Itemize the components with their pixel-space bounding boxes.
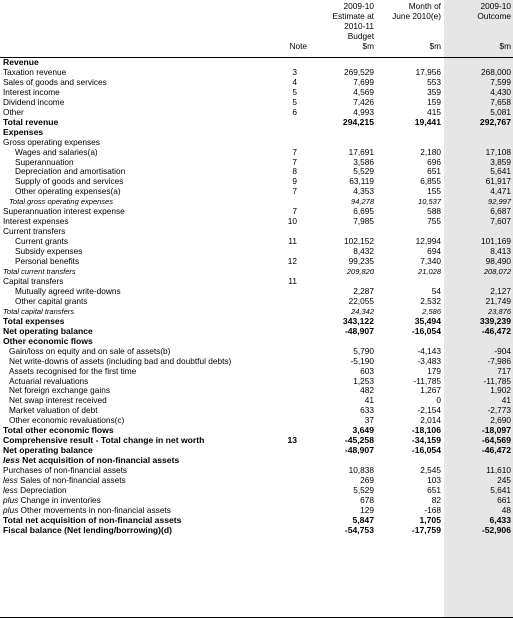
estimate-value: 5,529 bbox=[353, 166, 374, 177]
outcome-value: -2,773 bbox=[487, 405, 511, 416]
header-month: Month of June 2010(e) $m bbox=[392, 1, 441, 51]
estimate-value: 482 bbox=[360, 385, 374, 396]
estimate-value: 102,152 bbox=[344, 236, 374, 247]
outcome-value: 21,749 bbox=[485, 295, 511, 306]
outcome-value: 661 bbox=[497, 494, 511, 505]
month-value: 359 bbox=[427, 86, 441, 97]
row-label-text: Supply of goods and services bbox=[15, 176, 124, 187]
month-value: 1,267 bbox=[420, 385, 441, 396]
month-value: 651 bbox=[427, 484, 441, 495]
outcome-value: -64,569 bbox=[481, 435, 511, 446]
table-row bbox=[0, 187, 513, 197]
row-note: 5 bbox=[292, 96, 297, 107]
row-label-text: Other capital grants bbox=[15, 295, 88, 306]
month-value: -4,143 bbox=[417, 345, 441, 356]
outcome-value: 3,859 bbox=[490, 156, 511, 167]
row-label-text: Mutually agreed write-downs bbox=[15, 285, 121, 296]
row-label-text: Interest expenses bbox=[3, 216, 69, 227]
outcome-value: -18,097 bbox=[481, 425, 511, 436]
table-row bbox=[0, 118, 513, 128]
outcome-value: 5,081 bbox=[490, 106, 511, 117]
outcome-value: 8,413 bbox=[490, 246, 511, 257]
row-label-text: Other operating expenses(a) bbox=[15, 186, 121, 197]
estimate-value: -48,907 bbox=[344, 325, 374, 336]
estimate-value: 209,820 bbox=[346, 267, 374, 277]
outcome-value: 2,127 bbox=[490, 285, 511, 296]
outcome-value: 101,169 bbox=[481, 236, 511, 247]
row-label-text: Interest income bbox=[3, 86, 60, 97]
row-label-text: Total other economic flows bbox=[3, 425, 114, 436]
outcome-value: 6,687 bbox=[490, 206, 511, 217]
estimate-value: 5,790 bbox=[353, 345, 374, 356]
row-note: 7 bbox=[292, 186, 297, 197]
table-row bbox=[0, 297, 513, 307]
row-note: 10 bbox=[287, 216, 297, 227]
outcome-value: 92,997 bbox=[488, 197, 511, 207]
operating-statement-table bbox=[0, 58, 513, 536]
row-label bbox=[3, 526, 172, 536]
month-value: 2,545 bbox=[420, 465, 441, 476]
month-value: 588 bbox=[427, 206, 441, 217]
outcome-value: 2,690 bbox=[490, 415, 511, 426]
row-note: 3 bbox=[292, 66, 297, 77]
month-value: 21,028 bbox=[418, 267, 441, 277]
outcome-value: 245 bbox=[497, 475, 511, 486]
month-value: 755 bbox=[427, 216, 441, 227]
month-value: 54 bbox=[431, 285, 441, 296]
row-label-text: Capital transfers bbox=[3, 275, 64, 286]
outcome-value: 1,902 bbox=[490, 385, 511, 396]
table-row bbox=[0, 267, 513, 277]
table-row bbox=[0, 526, 513, 536]
outcome-value: 268,000 bbox=[481, 66, 511, 77]
row-label-text: Superannuation bbox=[15, 156, 74, 167]
row-label-text: Change in inventories bbox=[20, 494, 101, 505]
outcome-value: 61,917 bbox=[485, 176, 511, 187]
estimate-value: 94,278 bbox=[351, 197, 374, 207]
month-value: 19,441 bbox=[414, 116, 441, 127]
row-label-text: Assets recognised for the first time bbox=[9, 365, 137, 376]
outcome-value: 5,641 bbox=[490, 166, 511, 177]
row-label-text: Sales of non-financial assets bbox=[20, 475, 126, 486]
row-label-text: Purchases of non-financial assets bbox=[3, 465, 128, 476]
month-value: 2,014 bbox=[420, 415, 441, 426]
row-label-text: Revenue bbox=[3, 57, 39, 67]
estimate-value: 10,838 bbox=[348, 465, 374, 476]
month-value: -3,483 bbox=[417, 355, 441, 366]
row-label-text: Comprehensive result - Total change in net worth bbox=[3, 435, 205, 446]
row-label-text: Other economic revaluations(c) bbox=[9, 415, 125, 426]
outcome-value: 48 bbox=[501, 504, 511, 515]
estimate-value: 99,235 bbox=[348, 256, 374, 267]
outcome-value: 717 bbox=[497, 365, 511, 376]
month-value: 651 bbox=[427, 166, 441, 177]
estimate-value: 7,699 bbox=[353, 76, 374, 87]
outcome-value: 11,610 bbox=[486, 465, 511, 476]
estimate-value: 4,353 bbox=[353, 186, 374, 197]
row-label-text: Dividend income bbox=[3, 96, 65, 107]
estimate-value: 7,426 bbox=[353, 96, 374, 107]
row-note: 5 bbox=[292, 86, 297, 97]
row-label-text: Superannuation interest expense bbox=[3, 206, 125, 217]
estimate-value: 129 bbox=[360, 504, 374, 515]
outcome-value: 7,607 bbox=[490, 216, 511, 227]
estimate-value: -45,258 bbox=[344, 435, 374, 446]
row-label-text: Other economic flows bbox=[3, 335, 93, 346]
outcome-value: 17,108 bbox=[485, 146, 511, 157]
outcome-value: -7,986 bbox=[487, 355, 511, 366]
outcome-value: -46,472 bbox=[481, 325, 511, 336]
month-value: 12,994 bbox=[415, 236, 441, 247]
row-label-text: Fiscal balance (Net lending/borrowing)(d) bbox=[3, 524, 173, 535]
row-label-text: Net operating balance bbox=[3, 445, 93, 456]
row-label-text: Total capital transfers bbox=[3, 306, 75, 316]
estimate-value: 269 bbox=[360, 475, 374, 486]
header-outcome: 2009-10 Outcome $m bbox=[477, 1, 511, 51]
row-prefix: plus bbox=[3, 504, 19, 515]
row-label-text: Total current transfers bbox=[3, 267, 76, 277]
row-label-text: Subsidy expenses bbox=[15, 246, 83, 257]
month-value: 415 bbox=[427, 106, 441, 117]
estimate-value: 1,253 bbox=[353, 375, 374, 386]
row-note: 13 bbox=[287, 435, 297, 446]
month-value: 155 bbox=[427, 186, 441, 197]
row-label-text: Total net acquisition of non-financial assets bbox=[3, 514, 182, 525]
row-label-text: Depreciation and amortisation bbox=[15, 166, 126, 177]
estimate-value: -48,907 bbox=[344, 445, 374, 456]
row-label-text: Gain/loss on equity and on sale of assets(b) bbox=[9, 345, 171, 356]
row-note: 6 bbox=[292, 106, 297, 117]
row-note: 11 bbox=[288, 275, 297, 286]
row-note: 4 bbox=[292, 76, 297, 87]
month-value: -18,106 bbox=[411, 425, 441, 436]
row-label-text: Other movements in non-financial assets bbox=[20, 504, 171, 515]
row-label-text: Gross operating expenses bbox=[3, 136, 100, 147]
table-header bbox=[0, 0, 513, 58]
month-value: 553 bbox=[427, 76, 441, 87]
row-note: 7 bbox=[292, 206, 297, 217]
row-prefix: less bbox=[3, 475, 18, 486]
row-label-text: Net foreign exchange gains bbox=[9, 385, 111, 396]
row-label-text: Net swap interest received bbox=[9, 395, 107, 406]
month-value: 103 bbox=[427, 475, 441, 486]
outcome-value: -11,785 bbox=[483, 375, 511, 386]
estimate-value: 7,985 bbox=[353, 216, 374, 227]
outcome-value: 23,876 bbox=[488, 306, 511, 316]
row-label-text: Net write-downs of assets (including bad and doubtful debts) bbox=[9, 355, 232, 366]
outcome-value: 7,658 bbox=[490, 96, 511, 107]
month-value: 35,494 bbox=[414, 315, 441, 326]
row-label-text: Depreciation bbox=[20, 484, 67, 495]
month-value: -17,759 bbox=[411, 524, 441, 535]
estimate-value: 24,342 bbox=[351, 306, 374, 316]
estimate-value: 5,847 bbox=[352, 514, 374, 525]
month-value: 82 bbox=[431, 494, 441, 505]
row-label bbox=[15, 297, 87, 307]
header-note: Note bbox=[289, 40, 307, 51]
month-value: -34,159 bbox=[411, 435, 441, 446]
estimate-value: 4,993 bbox=[353, 106, 374, 117]
estimate-value: 343,122 bbox=[342, 315, 374, 326]
estimate-value: 2,287 bbox=[353, 285, 374, 296]
estimate-value: 3,586 bbox=[353, 156, 374, 167]
estimate-value: -54,753 bbox=[344, 524, 374, 535]
month-value: 17,956 bbox=[415, 66, 441, 77]
month-value: 2,532 bbox=[420, 295, 441, 306]
estimate-value: 633 bbox=[360, 405, 374, 416]
estimate-value: 17,691 bbox=[348, 146, 374, 157]
estimate-value: 269,529 bbox=[344, 66, 374, 77]
month-value: 1,705 bbox=[419, 514, 441, 525]
month-value: 10,537 bbox=[418, 197, 441, 207]
row-note: 7 bbox=[292, 146, 297, 157]
header-estimate: 2009-10 Estimate at 2010-11 Budget $m bbox=[332, 1, 374, 51]
estimate-value: 63,119 bbox=[349, 176, 374, 187]
row-prefix: plus bbox=[3, 494, 19, 505]
row-label-text: Market valuation of debt bbox=[9, 405, 98, 416]
month-value: 0 bbox=[436, 395, 441, 406]
outcome-value: 292,767 bbox=[479, 116, 511, 127]
estimate-value: 22,055 bbox=[348, 295, 374, 306]
month-value: 6,855 bbox=[420, 176, 441, 187]
row-label-text: Other bbox=[3, 106, 24, 117]
row-label-text: Net operating balance bbox=[3, 325, 93, 336]
estimate-value: 603 bbox=[360, 365, 374, 376]
month-value: 2,180 bbox=[420, 146, 441, 157]
row-prefix: less bbox=[3, 455, 20, 466]
estimate-value: 41 bbox=[364, 395, 374, 406]
month-value: 2,586 bbox=[422, 306, 441, 316]
month-value: -168 bbox=[424, 504, 441, 515]
estimate-value: 678 bbox=[360, 494, 374, 505]
month-value: 159 bbox=[427, 96, 441, 107]
row-note: 8 bbox=[292, 166, 297, 177]
row-prefix: less bbox=[3, 484, 18, 495]
outcome-value: 6,433 bbox=[489, 514, 511, 525]
table-row bbox=[0, 217, 513, 227]
estimate-value: 5,529 bbox=[353, 484, 374, 495]
estimate-value: 37 bbox=[364, 415, 374, 426]
outcome-value: -904 bbox=[494, 345, 511, 356]
outcome-value: 98,490 bbox=[485, 256, 511, 267]
month-value: 696 bbox=[427, 156, 441, 167]
row-label-text: Actuarial revaluations bbox=[9, 375, 89, 386]
month-value: 7,340 bbox=[420, 256, 441, 267]
row-label-text: Expenses bbox=[3, 126, 44, 137]
row-note: 7 bbox=[292, 156, 297, 167]
estimate-value: 6,695 bbox=[353, 206, 374, 217]
outcome-value: 41 bbox=[501, 395, 511, 406]
estimate-value: 8,432 bbox=[353, 246, 374, 257]
row-label-text: Total gross operating expenses bbox=[9, 197, 113, 207]
table-row bbox=[0, 257, 513, 267]
estimate-value: 3,649 bbox=[352, 425, 374, 436]
outcome-value: 339,239 bbox=[479, 315, 511, 326]
row-label bbox=[15, 187, 121, 197]
month-value: -11,785 bbox=[413, 375, 441, 386]
outcome-value: -52,906 bbox=[481, 524, 511, 535]
row-label-text: Net acquisition of non-financial assets bbox=[22, 455, 180, 466]
month-value: -16,054 bbox=[411, 325, 441, 336]
month-value: 179 bbox=[427, 365, 441, 376]
row-label-text: Sales of goods and services bbox=[3, 76, 107, 87]
row-label-text: Current grants bbox=[15, 236, 69, 247]
row-label bbox=[15, 257, 79, 267]
row-label-text: Current transfers bbox=[3, 226, 66, 237]
month-value: -2,154 bbox=[417, 405, 441, 416]
row-note: 9 bbox=[292, 176, 297, 187]
estimate-value: 4,569 bbox=[353, 86, 374, 97]
row-label-text: Personal benefits bbox=[15, 256, 80, 267]
estimate-value: -5,190 bbox=[350, 355, 374, 366]
month-value: 694 bbox=[427, 246, 441, 257]
row-note: 12 bbox=[287, 256, 297, 267]
outcome-value: 4,471 bbox=[490, 186, 511, 197]
month-value: -16,054 bbox=[411, 445, 441, 456]
outcome-value: 208,072 bbox=[483, 267, 511, 277]
outcome-value: 5,641 bbox=[490, 484, 511, 495]
outcome-value: 7,599 bbox=[490, 76, 511, 87]
row-label-text: Wages and salaries(a) bbox=[15, 146, 98, 157]
row-note: 11 bbox=[288, 236, 297, 247]
row-label-text: Total expenses bbox=[3, 315, 65, 326]
outcome-value: 4,430 bbox=[490, 86, 511, 97]
estimate-value: 294,215 bbox=[342, 116, 374, 127]
row-label-text: Taxation revenue bbox=[3, 66, 67, 77]
outcome-value: -46,472 bbox=[481, 445, 511, 456]
row-label-text: Total revenue bbox=[3, 116, 59, 127]
